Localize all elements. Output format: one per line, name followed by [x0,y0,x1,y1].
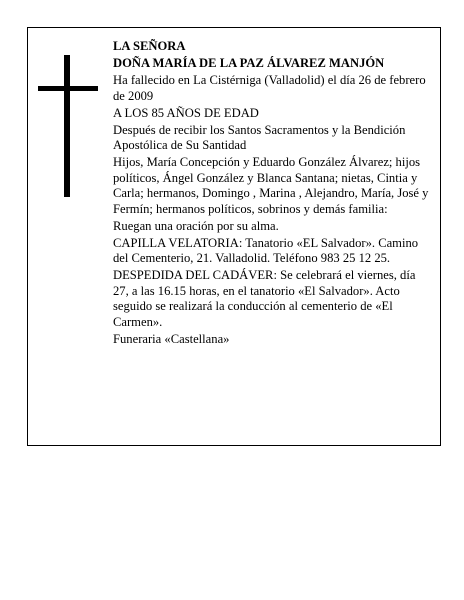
obituary-text [113,39,431,349]
notice-title: LA SEÑORA [113,39,186,53]
deceased-name: DOÑA MARÍA DE LA PAZ ÁLVAREZ MANJÓN [113,56,385,70]
death-statement: Ha fallecido en La Cistérniga (Valladolid) el día 26 de febrero de 2009 [113,73,426,103]
prayer-request: Ruegan una oración por su alma. [113,218,279,233]
age-statement: A LOS 85 AÑOS DE EDAD [113,105,259,120]
cross-horizontal-bar [38,86,98,91]
cross-vertical-bar [64,55,70,197]
farewell-info: DESPEDIDA DEL CADÁVER: Se celebrará el viernes, día 27, a las 16.15 horas, en el tanatorio «El Salvador». Acto seguido se realizará la conducción al cementerio de «El Carmen». [113,268,416,329]
sacraments-statement: Después de recibir los Santos Sacramentos y la Bendición Apostólica de Su Santidad [113,122,406,152]
family-list: Hijos, María Concepción y Eduardo González Álvarez; hijos políticos, Ángel González y Blanca Santana; nietas, Cintia y Carla; hermanos, Domingo , Marina , Alejandro, María, José y Fermín; hermanos políticos, sobrinos y demás familia: [113,155,429,216]
funeral-home: Funeraria «Castellana» [113,331,230,346]
cross-icon [38,55,98,197]
chapel-info: CAPILLA VELATORIA: Tanatorio «EL Salvador». Camino del Cementerio, 21. Valladolid. Teléfono 983 25 12 25. [113,235,419,265]
